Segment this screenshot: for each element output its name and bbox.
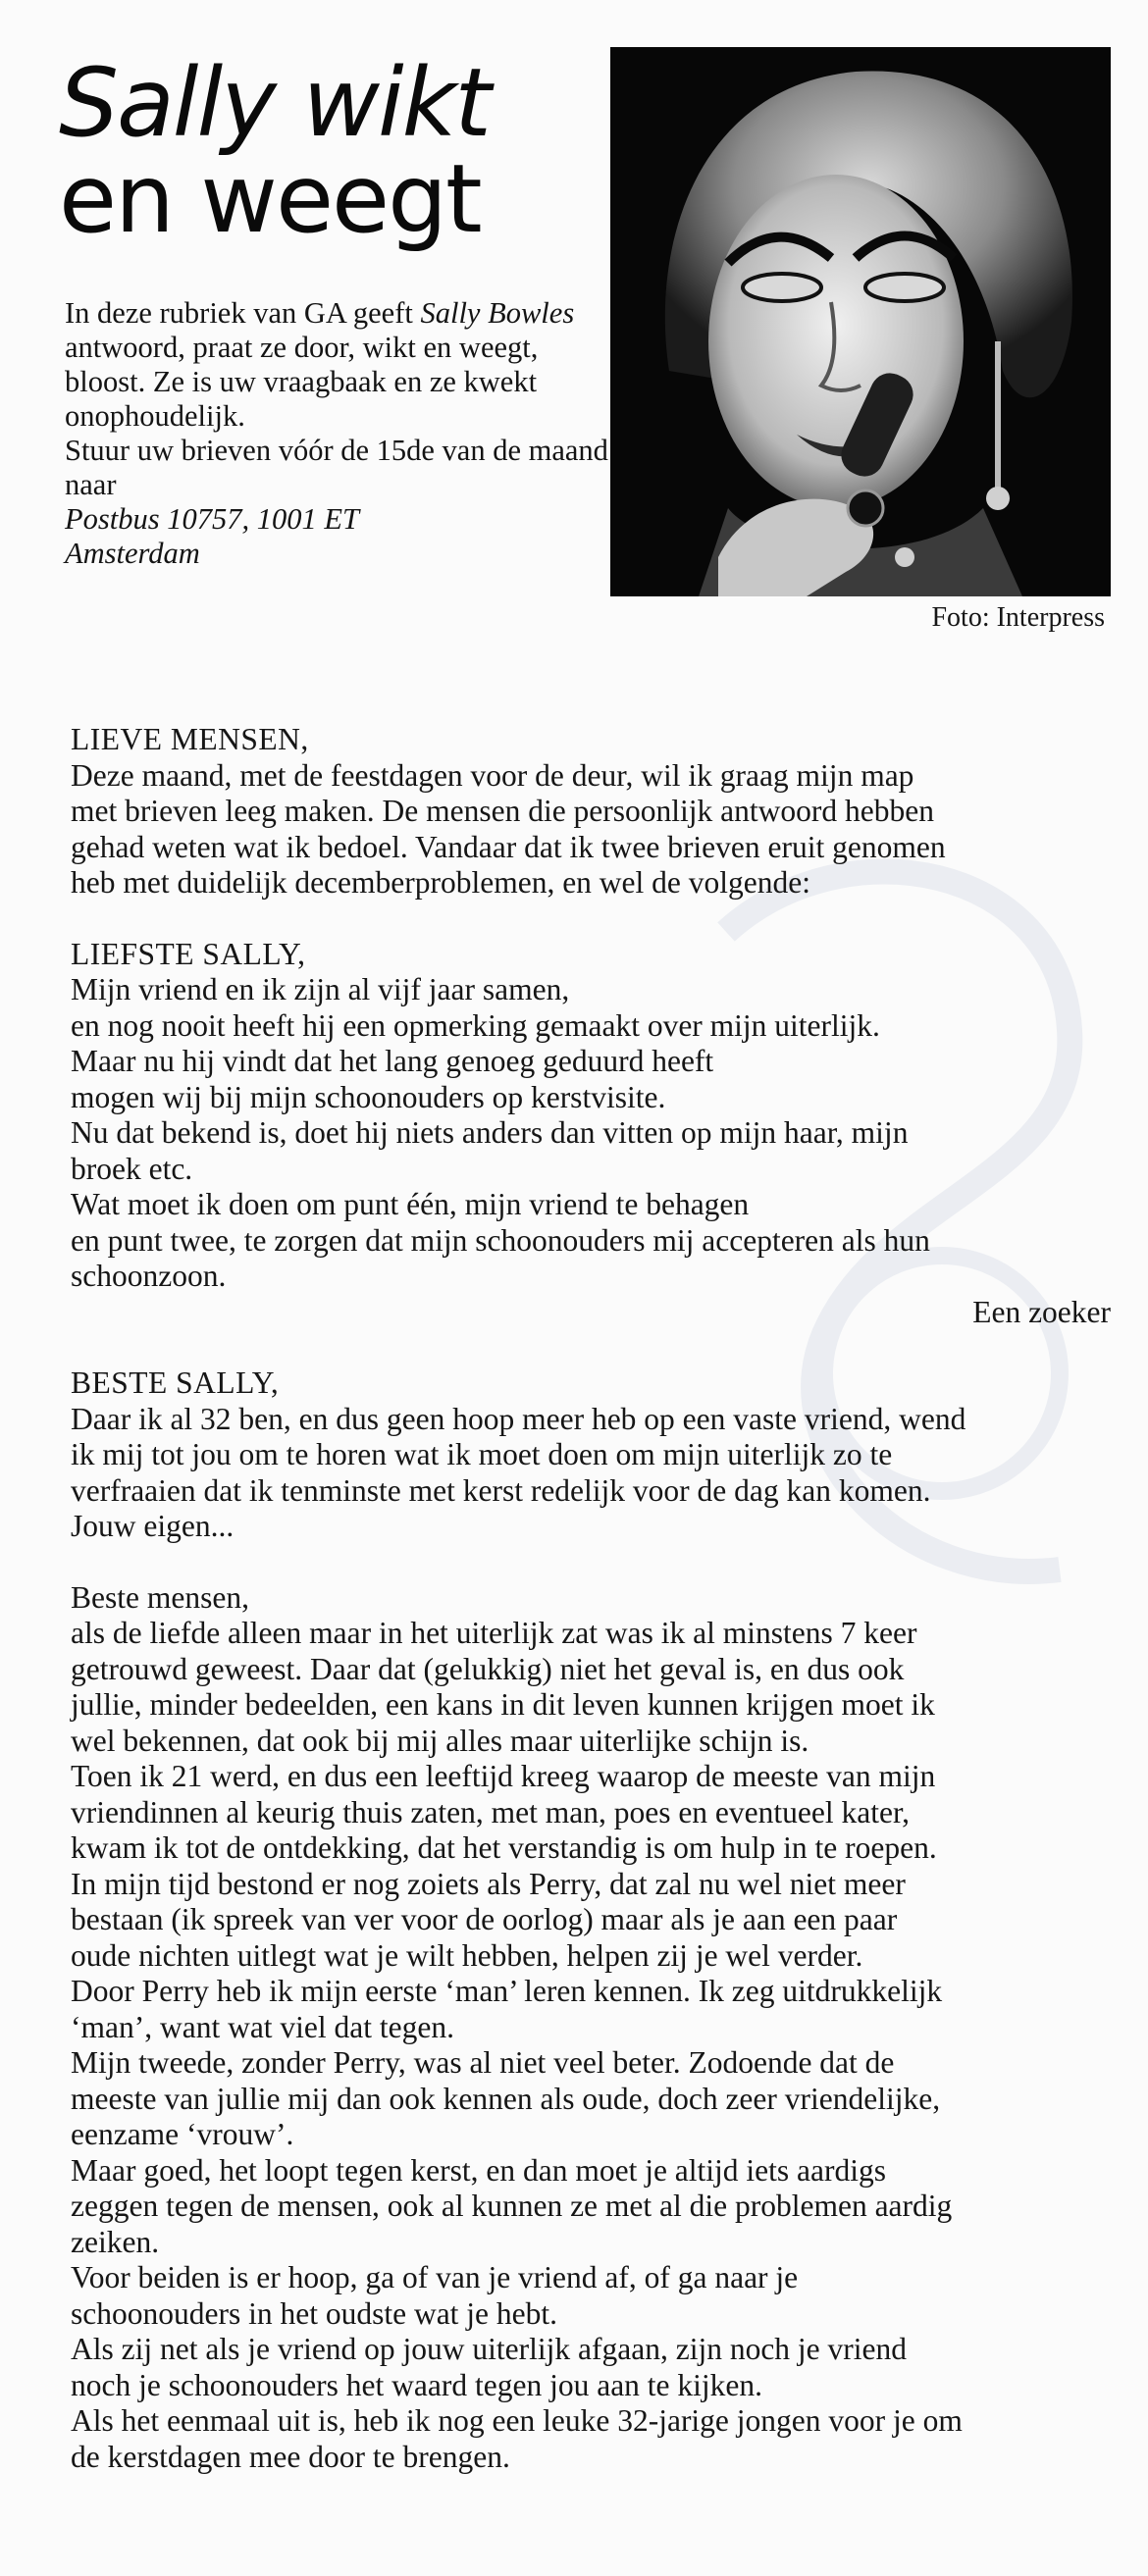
letter1-line: broek etc. — [71, 1151, 193, 1186]
letter1-signature: Een zoeker — [972, 1294, 1111, 1329]
reply-line: getrouwd geweest. Daar dat (gelukkig) niet het geval is, en dus ook — [71, 1651, 905, 1686]
reply-line: In mijn tijd bestond er nog zoiets als Perry, dat zal nu wel niet meer — [71, 1866, 906, 1901]
intro-text-part2: antwoord, praat ze door, wikt en weegt, bloost. Ze is uw vraagbaak en ze kwekt onophoudelijk. — [65, 331, 539, 433]
letter2-line: Jouw eigen... — [71, 1509, 235, 1543]
article — [71, 722, 1111, 2475]
reply-line: Maar goed, het loopt tegen kerst, en dan moet je altijd iets aardigs — [71, 2152, 886, 2188]
intro-text-part1: In deze rubriek van GA geeft — [65, 296, 421, 330]
intro-line: met brieven leeg maken. De mensen die persoonlijk antwoord hebben — [71, 794, 934, 828]
reply-line: zeiken. — [71, 2224, 160, 2259]
intro-text — [65, 296, 614, 434]
intro-line: heb met duidelijk decemberproblemen, en wel de volgende: — [71, 865, 810, 900]
reply-line: Door Perry heb ik mijn eerste ‘man’ leren kennen. Ik zeg uitdrukkelijk — [71, 1974, 943, 2008]
reply-line: Mijn tweede, zonder Perry, was al niet veel beter. Zodoende dat de — [71, 2045, 895, 2080]
letter1-line: schoonzoon. — [71, 1259, 227, 1293]
letter1-line: Maar nu hij vindt dat het lang genoeg geduurd heeft — [71, 1044, 714, 1078]
reply-line: Toen ik 21 werd, en dus een leeftijd kreeg waarop de meeste van mijn — [71, 1759, 936, 1793]
reply-line: Als zij net als je vriend op jouw uiterlijk afgaan, zijn noch je vriend — [71, 2332, 908, 2366]
reply-line: vriendinnen al keurig thuis zaten, met man, poes en eventueel kater, — [71, 1794, 911, 1829]
letter1-heading: LIEFSTE SALLY, — [71, 936, 306, 971]
letter2-line: verfraaien dat ik tenminste met kerst redelijk voor de dag kan komen. — [71, 1472, 931, 1508]
reply-line: Voor beiden is er hoop, ga of van je vriend af, of ga naar je — [71, 2260, 799, 2294]
reply-line: jullie, minder bedeelden, een kans in dit leven kunnen krijgen moet ik — [71, 1687, 935, 1722]
reply-line: oude nichten uitlegt wat je wilt hebben, helpen zij je wel verder. — [71, 1937, 863, 1973]
reply-line: de kerstdagen mee door te brengen. — [71, 2439, 510, 2474]
intro-line: Deze maand, met de feestdagen voor de deur, wil ik graag mijn map — [71, 757, 914, 793]
reply-line: Als het eenmaal uit is, heb ik nog een leuke 32-jarige jongen voor je om — [71, 2403, 963, 2438]
letter1-line: Mijn vriend en ik zijn al vijf jaar samen, — [71, 972, 570, 1006]
letter2-line: ik mij tot jou om te horen wat ik moet doen om mijn uiterlijk zo te — [71, 1437, 893, 1471]
letter1-line: en nog nooit heeft hij een opmerking gemaakt over mijn uiterlijk. — [71, 1007, 880, 1043]
reply-line: als de liefde alleen maar in het uiterlijk zat was ik al minstens 7 keer — [71, 1616, 917, 1650]
intro-address-line-2: Amsterdam — [65, 537, 200, 570]
headline — [59, 48, 608, 254]
letter2-heading: BESTE SALLY, — [71, 1365, 280, 1400]
photo-credit: Foto: Interpress — [931, 602, 1105, 633]
intro-line: gehad weten wat ik bedoel. Vandaar dat ik twee brieven eruit genomen — [71, 829, 946, 864]
column-intro — [65, 296, 614, 571]
reply-line: schoonouders in het oudste wat je hebt. — [71, 2295, 558, 2331]
performer-photo — [610, 47, 1111, 596]
headline-line-2: en weegt — [59, 144, 481, 254]
intro-address-line-1: Postbus 10757, 1001 ET — [65, 502, 359, 536]
letter1-line: en punt twee, te zorgen dat mijn schoonouders mij accepteren als hun — [71, 1222, 930, 1258]
intro-send-instruction: Stuur uw brieven vóór de 15de van de maand naar — [65, 434, 608, 501]
letter1-line: mogen wij bij mijn schoonouders op kerstvisite. — [71, 1079, 666, 1114]
reply-line: bestaan (ik spreek van ver voor de oorlog) maar als je aan een paar — [71, 1902, 898, 1936]
reply-line: kwam ik tot de ontdekking, dat het verstandig is om hulp in te roepen. — [71, 1830, 937, 1865]
reply-line: eenzame ‘vrouw’. — [71, 2117, 294, 2151]
reply-heading: Beste mensen, — [71, 1579, 249, 1615]
reply-line: wel bekennen, dat ook bij mij alles maar uiterlijke schijn is. — [71, 1723, 809, 1758]
letter2-line: Daar ik al 32 ben, en dus geen hoop meer heb op een vaste vriend, wend — [71, 1401, 966, 1436]
intro-heading: LIEVE MENSEN, — [71, 722, 309, 756]
intro-sally-name: Sally Bowles — [420, 296, 575, 330]
reply-line: noch je schoonouders het waard tegen jou aan te kijken. — [71, 2367, 763, 2402]
reply-line: meeste van jullie mij dan ook kennen als oude, doch zeer vriendelijke, — [71, 2081, 941, 2116]
letter1-line: Nu dat bekend is, doet hij niets anders dan vitten op mijn haar, mijn — [71, 1115, 909, 1150]
reply-line: ‘man’, want wat viel dat tegen. — [71, 2009, 454, 2044]
headline-line-1: Sally wikt — [59, 48, 490, 158]
letter1-line: Wat moet ik doen om punt één, mijn vriend te behagen — [71, 1187, 750, 1221]
reply-line: zeggen tegen de mensen, ook al kunnen ze met al die problemen aardig — [71, 2189, 953, 2223]
